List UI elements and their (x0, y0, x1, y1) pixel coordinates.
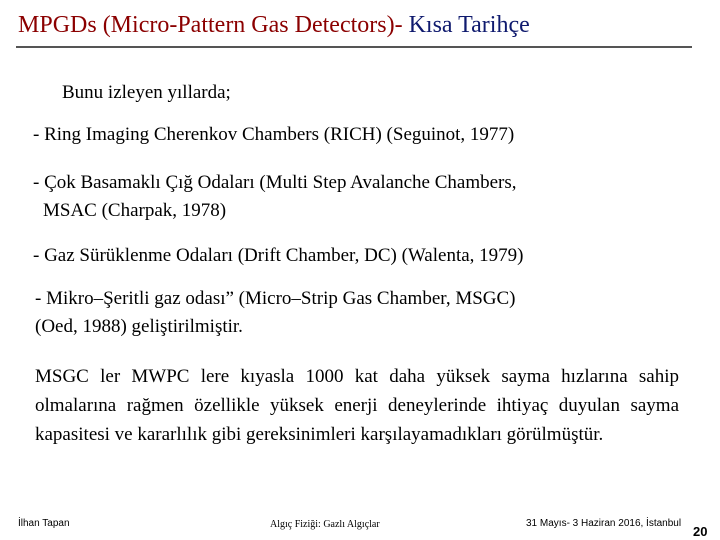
slide-title (18, 12, 530, 39)
list-item-msac-line1: - Çok Basamaklı Çığ Odaları (Multi Step Avalanche Chambers, (33, 172, 517, 193)
title-divider (16, 46, 692, 48)
slide-title-separator: - (394, 12, 409, 38)
slide-title-subtitle: Kısa Tarihçe (408, 12, 530, 38)
list-item-msgc-line2: (Oed, 1988) geliştirilmiştir. (35, 316, 243, 337)
footer-course: Algıç Fiziği: Gazlı Algıçlar (270, 519, 380, 530)
list-item-drift: - Gaz Sürüklenme Odaları (Drift Chamber, DC) (Walenta, 1979) (33, 245, 524, 266)
page-number: 20 (693, 524, 708, 539)
footer-author: İlhan Tapan (18, 518, 70, 529)
list-item-rich: - Ring Imaging Cherenkov Chambers (RICH) (Seguinot, 1977) (33, 124, 515, 145)
intro-text: Bunu izleyen yıllarda; (62, 82, 231, 103)
slide-title-main: MPGDs (Micro-Pattern Gas Detectors) (18, 12, 395, 38)
list-item-msac-line2: MSAC (Charpak, 1978) (43, 200, 227, 221)
footer-date: 31 Mayıs- 3 Haziran 2016, İstanbul (526, 518, 682, 529)
list-item-msgc-line1: - Mikro–Şeritli gaz odası” (Micro–Strip Gas Chamber, MSGC) (35, 288, 516, 309)
summary-paragraph: MSGC ler MWPC lere kıyasla 1000 kat daha yüksek sayma hızlarına sahip olmalarına rağmen özellikle yüksek enerji deneylerinde ihtiyaç duyulan sayma kapasitesi ve kararlılık gibi gereksinimleri karşılayamadıkları görülmüştür. (35, 366, 679, 445)
